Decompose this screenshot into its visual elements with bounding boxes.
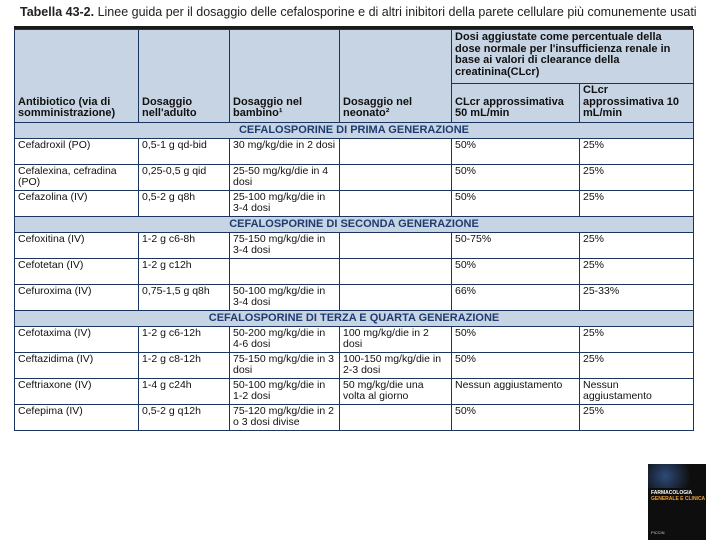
- cl10-cell: 25%: [580, 232, 694, 258]
- cl10-cell: 25%: [580, 326, 694, 352]
- table-number: Tabella 43-2.: [20, 5, 95, 19]
- neonate-dose-cell: [340, 404, 452, 430]
- cl50-cell: 66%: [452, 284, 580, 310]
- adult-dose-cell: 0,5-1 g qd-bid: [139, 138, 230, 164]
- section-header-row: [15, 310, 694, 326]
- adult-dose-cell: 1-2 g c12h: [139, 258, 230, 284]
- cl10-cell: 25-33%: [580, 284, 694, 310]
- adult-dose-cell: 1-4 g c24h: [139, 378, 230, 404]
- neonate-dose-cell: [340, 258, 452, 284]
- neonate-dose-cell: [340, 190, 452, 216]
- child-dose-cell: 50-100 mg/kg/die in 1-2 dosi: [230, 378, 340, 404]
- table-row: [15, 258, 694, 284]
- section-header-row: [15, 122, 694, 138]
- cl50-cell: 50%: [452, 164, 580, 190]
- table-row: [15, 352, 694, 378]
- drug-cell: Cefoxitina (IV): [15, 232, 139, 258]
- section-title: CEFALOSPORINE DI TERZA E QUARTA GENERAZIONE: [15, 310, 694, 326]
- neonate-dose-cell: 100 mg/kg/die in 2 dosi: [340, 326, 452, 352]
- book-cover-art: [648, 464, 706, 488]
- neonate-dose-cell: 50 mg/kg/die una volta al giorno: [340, 378, 452, 404]
- cl10-cell: 25%: [580, 190, 694, 216]
- child-dose-cell: 75-120 mg/kg/die in 2 o 3 dosi divise: [230, 404, 340, 430]
- cl10-cell: Nessun aggiustamento: [580, 378, 694, 404]
- neonate-dose-cell: [340, 232, 452, 258]
- child-dose-cell: [230, 258, 340, 284]
- table-body: [15, 122, 694, 430]
- section-header-row: [15, 216, 694, 232]
- header-neonate-dose: Dosaggio nel neonato²: [340, 30, 452, 123]
- drug-cell: Ceftazidima (IV): [15, 352, 139, 378]
- drug-cell: Cefazolina (IV): [15, 190, 139, 216]
- cl50-cell: 50%: [452, 404, 580, 430]
- table-row: [15, 164, 694, 190]
- book-title-line2: GENERALE E CLINICA: [651, 496, 706, 502]
- header-renal-adjustment: Dosi aggiustate come percentuale della dose normale per l'insufficienza renale in base ai valori di clearance della creatinina(CLcr): [452, 30, 694, 84]
- cl10-cell: 25%: [580, 258, 694, 284]
- child-dose-cell: 50-100 mg/kg/die in 3-4 dosi: [230, 284, 340, 310]
- drug-cell: Ceftriaxone (IV): [15, 378, 139, 404]
- header-cl-50: CLcr approssimativa 50 mL/min: [452, 84, 580, 123]
- cl10-cell: 25%: [580, 352, 694, 378]
- cl10-cell: 25%: [580, 404, 694, 430]
- cl50-cell: Nessun aggiustamento: [452, 378, 580, 404]
- header-antibiotic: Antibiotico (via di somministrazione): [15, 30, 139, 123]
- child-dose-cell: 75-150 mg/kg/die in 3 dosi: [230, 352, 340, 378]
- neonate-dose-cell: [340, 164, 452, 190]
- drug-cell: Cefadroxil (PO): [15, 138, 139, 164]
- drug-cell: Cefuroxima (IV): [15, 284, 139, 310]
- table-row: [15, 284, 694, 310]
- child-dose-cell: 25-100 mg/kg/die in 3-4 dosi: [230, 190, 340, 216]
- header-child-dose: Dosaggio nel bambino¹: [230, 30, 340, 123]
- adult-dose-cell: 1-2 g c6-12h: [139, 326, 230, 352]
- child-dose-cell: 75-150 mg/kg/die in 3-4 dosi: [230, 232, 340, 258]
- cl50-cell: 50-75%: [452, 232, 580, 258]
- table-row: [15, 190, 694, 216]
- neonate-dose-cell: 100-150 mg/kg/die in 2-3 dosi: [340, 352, 452, 378]
- child-dose-cell: 30 mg/kg/die in 2 dosi: [230, 138, 340, 164]
- cl10-cell: 25%: [580, 138, 694, 164]
- book-cover-thumbnail: [648, 464, 706, 540]
- adult-dose-cell: 0,5-2 g q12h: [139, 404, 230, 430]
- drug-cell: Cefalexina, cefradina (PO): [15, 164, 139, 190]
- adult-dose-cell: 0,25-0,5 g qid: [139, 164, 230, 190]
- section-title: CEFALOSPORINE DI PRIMA GENERAZIONE: [15, 122, 694, 138]
- cl50-cell: 50%: [452, 190, 580, 216]
- table-caption: Linee guida per il dosaggio delle cefalosporine e di altri inibitori della parete cellulare più comunemente usati: [94, 5, 697, 19]
- child-dose-cell: 50-200 mg/kg/die in 4-6 dosi: [230, 326, 340, 352]
- drug-cell: Cefepima (IV): [15, 404, 139, 430]
- neonate-dose-cell: [340, 138, 452, 164]
- table-row: [15, 232, 694, 258]
- cl50-cell: 50%: [452, 138, 580, 164]
- adult-dose-cell: 0,75-1,5 g q8h: [139, 284, 230, 310]
- table-row: [15, 138, 694, 164]
- cl50-cell: 50%: [452, 352, 580, 378]
- header-adult-dose: Dosaggio nell'adulto: [139, 30, 230, 123]
- table-title: [20, 5, 697, 19]
- child-dose-cell: 25-50 mg/kg/die in 4 dosi: [230, 164, 340, 190]
- drug-cell: Cefotetan (IV): [15, 258, 139, 284]
- cl10-cell: 25%: [580, 164, 694, 190]
- dosage-table: [14, 29, 694, 431]
- cl50-cell: 50%: [452, 258, 580, 284]
- adult-dose-cell: 1-2 g c8-12h: [139, 352, 230, 378]
- table-row: [15, 326, 694, 352]
- table-row: [15, 404, 694, 430]
- header-cl-10: CLcr approssimativa 10 mL/min: [580, 84, 694, 123]
- adult-dose-cell: 0,5-2 g q8h: [139, 190, 230, 216]
- adult-dose-cell: 1-2 g c6-8h: [139, 232, 230, 258]
- book-publisher: PICCIN: [651, 530, 665, 535]
- book-title-line1: FARMACOLOGIA: [651, 490, 693, 496]
- table-row: [15, 378, 694, 404]
- section-title: CEFALOSPORINE DI SECONDA GENERAZIONE: [15, 216, 694, 232]
- drug-cell: Cefotaxima (IV): [15, 326, 139, 352]
- cl50-cell: 50%: [452, 326, 580, 352]
- neonate-dose-cell: [340, 284, 452, 310]
